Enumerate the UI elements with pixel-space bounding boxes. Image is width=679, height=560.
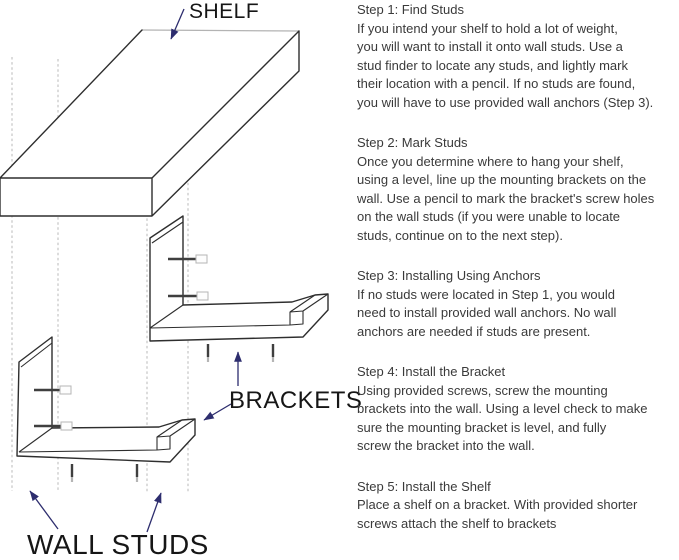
step-line: you will have to use provided wall anchors (Step 3). [357, 94, 654, 110]
shelf-drawing [0, 30, 299, 216]
wall-studs-right-arrow-icon [147, 493, 161, 532]
step-line: brackets into the wall. Using a level check to make [357, 401, 648, 416]
brackets-label: BRACKETS [229, 387, 363, 414]
step-line: sure the mounting bracket is level, and fully [357, 419, 607, 435]
step-line: Once you determine where to hang your shelf, [357, 153, 624, 169]
step-line: Place a shelf on a bracket. With provided shorter [357, 497, 638, 512]
step-line: on the wall studs (if you were unable to locate [357, 209, 621, 224]
wall-studs-label: WALL STUDS [27, 529, 209, 560]
step-line: Using provided screws, screw the mounting [357, 382, 608, 398]
step-block-1 [357, 1, 679, 112]
step-title: Step 2: Mark Studs [357, 135, 468, 150]
wall-studs-left-arrow-icon [30, 491, 58, 529]
brackets-lower-arrow-icon [204, 404, 231, 420]
upper-bracket-drawing [150, 216, 328, 362]
step-title: Step 1: Find Studs [357, 2, 464, 17]
step-line: using a level, line up the mounting brackets on the [357, 172, 647, 187]
step-line: If you intend your shelf to hold a lot of weight, [357, 20, 618, 36]
step-block-2 [357, 134, 679, 245]
step-title: Step 5: Install the Shelf [357, 478, 491, 494]
lower-bracket-drawing [17, 337, 195, 482]
instructions-panel [357, 1, 679, 555]
shelf-label: SHELF [189, 0, 260, 23]
step-line: studs, continue on to the next step). [357, 227, 563, 243]
step-line: anchors are needed if studs are present. [357, 323, 591, 339]
step-line: wall. Use a pencil to mark the bracket's screw holes [357, 190, 655, 206]
step-block-3 [357, 267, 679, 341]
step-line: stud finder to locate any studs, and lightly mark [357, 57, 628, 73]
step-line: screws attach the shelf to brackets [357, 515, 557, 531]
step-line: you will want to install it onto wall studs. Use a [357, 39, 623, 54]
step-line: their location with a pencil. If no studs are found, [357, 76, 636, 91]
step-line: need to install provided wall anchors. No wall [357, 305, 617, 320]
step-title: Step 4: Install the Bracket [357, 364, 506, 379]
step-block-4 [357, 363, 679, 456]
step-line: If no studs were located in Step 1, you would [357, 286, 615, 302]
step-title: Step 3: Installing Using Anchors [357, 268, 541, 283]
step-line: screw the bracket into the wall. [357, 438, 535, 453]
step-block-5 [357, 478, 679, 534]
